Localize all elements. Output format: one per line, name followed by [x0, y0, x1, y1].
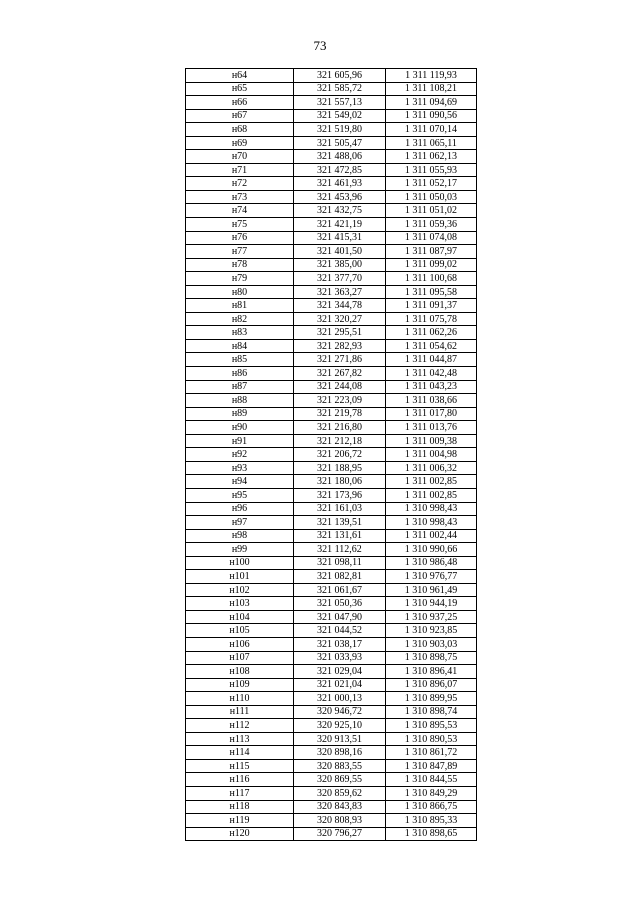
- point-id-cell: н67: [186, 109, 294, 123]
- point-id-cell: н85: [186, 353, 294, 367]
- y-coordinate-cell: 1 311 042,48: [386, 367, 477, 381]
- table-row: [186, 556, 477, 570]
- y-coordinate-cell: 1 311 043,23: [386, 380, 477, 394]
- x-coordinate-cell: 321 206,72: [294, 448, 386, 462]
- table-row: [186, 272, 477, 286]
- x-coordinate-cell: 321 282,93: [294, 339, 386, 353]
- table-row: [186, 773, 477, 787]
- coordinates-table: [185, 68, 477, 841]
- x-coordinate-cell: 321 385,00: [294, 258, 386, 272]
- y-coordinate-cell: 1 311 087,97: [386, 245, 477, 259]
- table-row: [186, 624, 477, 638]
- point-id-cell: н81: [186, 299, 294, 313]
- x-coordinate-cell: 320 883,55: [294, 759, 386, 773]
- x-coordinate-cell: 321 180,06: [294, 475, 386, 489]
- x-coordinate-cell: 321 244,08: [294, 380, 386, 394]
- table-row: [186, 96, 477, 110]
- table-row: [186, 651, 477, 665]
- x-coordinate-cell: 321 344,78: [294, 299, 386, 313]
- point-id-cell: н111: [186, 705, 294, 719]
- y-coordinate-cell: 1 311 013,76: [386, 421, 477, 435]
- x-coordinate-cell: 321 131,61: [294, 529, 386, 543]
- x-coordinate-cell: 321 047,90: [294, 610, 386, 624]
- point-id-cell: н78: [186, 258, 294, 272]
- point-id-cell: н69: [186, 136, 294, 150]
- y-coordinate-cell: 1 311 059,36: [386, 218, 477, 232]
- y-coordinate-cell: 1 311 044,87: [386, 353, 477, 367]
- x-coordinate-cell: 321 401,50: [294, 245, 386, 259]
- y-coordinate-cell: 1 311 108,21: [386, 82, 477, 96]
- x-coordinate-cell: 321 557,13: [294, 96, 386, 110]
- x-coordinate-cell: 320 925,10: [294, 719, 386, 733]
- y-coordinate-cell: 1 311 002,85: [386, 475, 477, 489]
- table-row: [186, 814, 477, 828]
- point-id-cell: н100: [186, 556, 294, 570]
- y-coordinate-cell: 1 311 017,80: [386, 407, 477, 421]
- table-row: [186, 177, 477, 191]
- table-row: [186, 299, 477, 313]
- x-coordinate-cell: 321 505,47: [294, 136, 386, 150]
- x-coordinate-cell: 320 859,62: [294, 786, 386, 800]
- table-row: [186, 258, 477, 272]
- coordinates-table-body: [186, 69, 477, 841]
- point-id-cell: н99: [186, 543, 294, 557]
- y-coordinate-cell: 1 310 849,29: [386, 786, 477, 800]
- y-coordinate-cell: 1 310 998,43: [386, 516, 477, 530]
- table-row: [186, 786, 477, 800]
- table-row: [186, 732, 477, 746]
- table-row: [186, 367, 477, 381]
- point-id-cell: н92: [186, 448, 294, 462]
- table-row: [186, 597, 477, 611]
- x-coordinate-cell: 320 869,55: [294, 773, 386, 787]
- point-id-cell: н68: [186, 123, 294, 137]
- table-row: [186, 719, 477, 733]
- point-id-cell: н120: [186, 827, 294, 841]
- table-row: [186, 461, 477, 475]
- y-coordinate-cell: 1 310 895,33: [386, 814, 477, 828]
- y-coordinate-cell: 1 310 903,03: [386, 637, 477, 651]
- y-coordinate-cell: 1 311 074,08: [386, 231, 477, 245]
- point-id-cell: н108: [186, 665, 294, 679]
- x-coordinate-cell: 321 098,11: [294, 556, 386, 570]
- table-row: [186, 502, 477, 516]
- y-coordinate-cell: 1 311 002,44: [386, 529, 477, 543]
- y-coordinate-cell: 1 310 898,75: [386, 651, 477, 665]
- y-coordinate-cell: 1 311 038,66: [386, 394, 477, 408]
- table-row: [186, 692, 477, 706]
- x-coordinate-cell: 321 061,67: [294, 583, 386, 597]
- point-id-cell: н112: [186, 719, 294, 733]
- point-id-cell: н119: [186, 814, 294, 828]
- point-id-cell: н88: [186, 394, 294, 408]
- x-coordinate-cell: 321 377,70: [294, 272, 386, 286]
- point-id-cell: н64: [186, 69, 294, 83]
- x-coordinate-cell: 321 212,18: [294, 434, 386, 448]
- x-coordinate-cell: 321 295,51: [294, 326, 386, 340]
- x-coordinate-cell: 321 549,02: [294, 109, 386, 123]
- x-coordinate-cell: 321 472,85: [294, 163, 386, 177]
- y-coordinate-cell: 1 311 095,58: [386, 285, 477, 299]
- point-id-cell: н97: [186, 516, 294, 530]
- table-row: [186, 421, 477, 435]
- table-row: [186, 190, 477, 204]
- table-row: [186, 637, 477, 651]
- table-row: [186, 516, 477, 530]
- point-id-cell: н77: [186, 245, 294, 259]
- y-coordinate-cell: 1 310 898,74: [386, 705, 477, 719]
- x-coordinate-cell: 321 000,13: [294, 692, 386, 706]
- table-row: [186, 394, 477, 408]
- y-coordinate-cell: 1 310 990,66: [386, 543, 477, 557]
- y-coordinate-cell: 1 310 896,41: [386, 665, 477, 679]
- y-coordinate-cell: 1 311 062,13: [386, 150, 477, 164]
- point-id-cell: н93: [186, 461, 294, 475]
- point-id-cell: н110: [186, 692, 294, 706]
- point-id-cell: н65: [186, 82, 294, 96]
- y-coordinate-cell: 1 311 054,62: [386, 339, 477, 353]
- x-coordinate-cell: 321 082,81: [294, 570, 386, 584]
- x-coordinate-cell: 320 946,72: [294, 705, 386, 719]
- point-id-cell: н94: [186, 475, 294, 489]
- x-coordinate-cell: 321 216,80: [294, 421, 386, 435]
- table-row: [186, 434, 477, 448]
- x-coordinate-cell: 321 271,86: [294, 353, 386, 367]
- x-coordinate-cell: 321 223,09: [294, 394, 386, 408]
- point-id-cell: н70: [186, 150, 294, 164]
- y-coordinate-cell: 1 310 986,48: [386, 556, 477, 570]
- point-id-cell: н72: [186, 177, 294, 191]
- point-id-cell: н80: [186, 285, 294, 299]
- y-coordinate-cell: 1 311 100,68: [386, 272, 477, 286]
- x-coordinate-cell: 321 038,17: [294, 637, 386, 651]
- y-coordinate-cell: 1 311 051,02: [386, 204, 477, 218]
- x-coordinate-cell: 321 453,96: [294, 190, 386, 204]
- point-id-cell: н71: [186, 163, 294, 177]
- y-coordinate-cell: 1 310 998,43: [386, 502, 477, 516]
- point-id-cell: н83: [186, 326, 294, 340]
- x-coordinate-cell: 321 219,78: [294, 407, 386, 421]
- y-coordinate-cell: 1 310 899,95: [386, 692, 477, 706]
- y-coordinate-cell: 1 311 002,85: [386, 488, 477, 502]
- y-coordinate-cell: 1 310 896,07: [386, 678, 477, 692]
- x-coordinate-cell: 321 432,75: [294, 204, 386, 218]
- page-number: 73: [313, 38, 327, 53]
- table-row: [186, 312, 477, 326]
- table-row: [186, 339, 477, 353]
- y-coordinate-cell: 1 311 062,26: [386, 326, 477, 340]
- table-row: [186, 800, 477, 814]
- y-coordinate-cell: 1 311 004,98: [386, 448, 477, 462]
- point-id-cell: н113: [186, 732, 294, 746]
- point-id-cell: н116: [186, 773, 294, 787]
- x-coordinate-cell: 321 188,95: [294, 461, 386, 475]
- table-row: [186, 583, 477, 597]
- x-coordinate-cell: 320 913,51: [294, 732, 386, 746]
- table-row: [186, 123, 477, 137]
- table-row: [186, 285, 477, 299]
- y-coordinate-cell: 1 311 065,11: [386, 136, 477, 150]
- y-coordinate-cell: 1 311 094,69: [386, 96, 477, 110]
- x-coordinate-cell: 321 021,04: [294, 678, 386, 692]
- x-coordinate-cell: 321 421,19: [294, 218, 386, 232]
- table-row: [186, 150, 477, 164]
- table-row: [186, 448, 477, 462]
- x-coordinate-cell: 321 029,04: [294, 665, 386, 679]
- table-row: [186, 326, 477, 340]
- point-id-cell: н89: [186, 407, 294, 421]
- point-id-cell: н73: [186, 190, 294, 204]
- point-id-cell: н66: [186, 96, 294, 110]
- table-row: [186, 678, 477, 692]
- point-id-cell: н109: [186, 678, 294, 692]
- x-coordinate-cell: 321 585,72: [294, 82, 386, 96]
- table-row: [186, 529, 477, 543]
- table-row: [186, 163, 477, 177]
- point-id-cell: н101: [186, 570, 294, 584]
- y-coordinate-cell: 1 310 844,55: [386, 773, 477, 787]
- point-id-cell: н87: [186, 380, 294, 394]
- x-coordinate-cell: 320 796,27: [294, 827, 386, 841]
- x-coordinate-cell: 321 415,31: [294, 231, 386, 245]
- y-coordinate-cell: 1 310 944,19: [386, 597, 477, 611]
- point-id-cell: н91: [186, 434, 294, 448]
- point-id-cell: н107: [186, 651, 294, 665]
- table-row: [186, 380, 477, 394]
- x-coordinate-cell: 321 139,51: [294, 516, 386, 530]
- y-coordinate-cell: 1 311 006,32: [386, 461, 477, 475]
- y-coordinate-cell: 1 310 895,53: [386, 719, 477, 733]
- y-coordinate-cell: 1 310 961,49: [386, 583, 477, 597]
- y-coordinate-cell: 1 310 847,89: [386, 759, 477, 773]
- table-row: [186, 665, 477, 679]
- point-id-cell: н105: [186, 624, 294, 638]
- point-id-cell: н86: [186, 367, 294, 381]
- y-coordinate-cell: 1 310 861,72: [386, 746, 477, 760]
- table-row: [186, 610, 477, 624]
- x-coordinate-cell: 321 320,27: [294, 312, 386, 326]
- x-coordinate-cell: 320 808,93: [294, 814, 386, 828]
- table-row: [186, 245, 477, 259]
- x-coordinate-cell: 321 267,82: [294, 367, 386, 381]
- y-coordinate-cell: 1 311 075,78: [386, 312, 477, 326]
- point-id-cell: н95: [186, 488, 294, 502]
- x-coordinate-cell: 321 519,80: [294, 123, 386, 137]
- y-coordinate-cell: 1 310 937,25: [386, 610, 477, 624]
- point-id-cell: н96: [186, 502, 294, 516]
- table-row: [186, 82, 477, 96]
- point-id-cell: н75: [186, 218, 294, 232]
- y-coordinate-cell: 1 311 090,56: [386, 109, 477, 123]
- y-coordinate-cell: 1 311 119,93: [386, 69, 477, 83]
- y-coordinate-cell: 1 311 050,03: [386, 190, 477, 204]
- x-coordinate-cell: 321 033,93: [294, 651, 386, 665]
- point-id-cell: н102: [186, 583, 294, 597]
- y-coordinate-cell: 1 310 923,85: [386, 624, 477, 638]
- table-row: [186, 488, 477, 502]
- table-row: [186, 204, 477, 218]
- x-coordinate-cell: 321 161,03: [294, 502, 386, 516]
- y-coordinate-cell: 1 311 052,17: [386, 177, 477, 191]
- y-coordinate-cell: 1 310 976,77: [386, 570, 477, 584]
- point-id-cell: н84: [186, 339, 294, 353]
- point-id-cell: н115: [186, 759, 294, 773]
- x-coordinate-cell: 321 461,93: [294, 177, 386, 191]
- point-id-cell: н118: [186, 800, 294, 814]
- table-row: [186, 570, 477, 584]
- point-id-cell: н76: [186, 231, 294, 245]
- table-row: [186, 475, 477, 489]
- x-coordinate-cell: 321 605,96: [294, 69, 386, 83]
- table-row: [186, 353, 477, 367]
- table-row: [186, 218, 477, 232]
- table-row: [186, 69, 477, 83]
- table-row: [186, 136, 477, 150]
- x-coordinate-cell: 320 898,16: [294, 746, 386, 760]
- point-id-cell: н82: [186, 312, 294, 326]
- point-id-cell: н103: [186, 597, 294, 611]
- table-row: [186, 746, 477, 760]
- y-coordinate-cell: 1 311 009,38: [386, 434, 477, 448]
- y-coordinate-cell: 1 311 055,93: [386, 163, 477, 177]
- point-id-cell: н98: [186, 529, 294, 543]
- table-row: [186, 109, 477, 123]
- x-coordinate-cell: 321 363,27: [294, 285, 386, 299]
- table-row: [186, 827, 477, 841]
- point-id-cell: н114: [186, 746, 294, 760]
- x-coordinate-cell: 321 044,52: [294, 624, 386, 638]
- point-id-cell: н104: [186, 610, 294, 624]
- y-coordinate-cell: 1 311 099,02: [386, 258, 477, 272]
- point-id-cell: н117: [186, 786, 294, 800]
- x-coordinate-cell: 321 112,62: [294, 543, 386, 557]
- table-row: [186, 705, 477, 719]
- y-coordinate-cell: 1 310 898,65: [386, 827, 477, 841]
- table-row: [186, 759, 477, 773]
- point-id-cell: н74: [186, 204, 294, 218]
- table-row: [186, 543, 477, 557]
- y-coordinate-cell: 1 311 070,14: [386, 123, 477, 137]
- x-coordinate-cell: 321 050,36: [294, 597, 386, 611]
- table-row: [186, 231, 477, 245]
- y-coordinate-cell: 1 310 866,75: [386, 800, 477, 814]
- table-row: [186, 407, 477, 421]
- y-coordinate-cell: 1 311 091,37: [386, 299, 477, 313]
- x-coordinate-cell: 321 488,06: [294, 150, 386, 164]
- point-id-cell: н106: [186, 637, 294, 651]
- y-coordinate-cell: 1 310 890,53: [386, 732, 477, 746]
- x-coordinate-cell: 320 843,83: [294, 800, 386, 814]
- x-coordinate-cell: 321 173,96: [294, 488, 386, 502]
- point-id-cell: н79: [186, 272, 294, 286]
- point-id-cell: н90: [186, 421, 294, 435]
